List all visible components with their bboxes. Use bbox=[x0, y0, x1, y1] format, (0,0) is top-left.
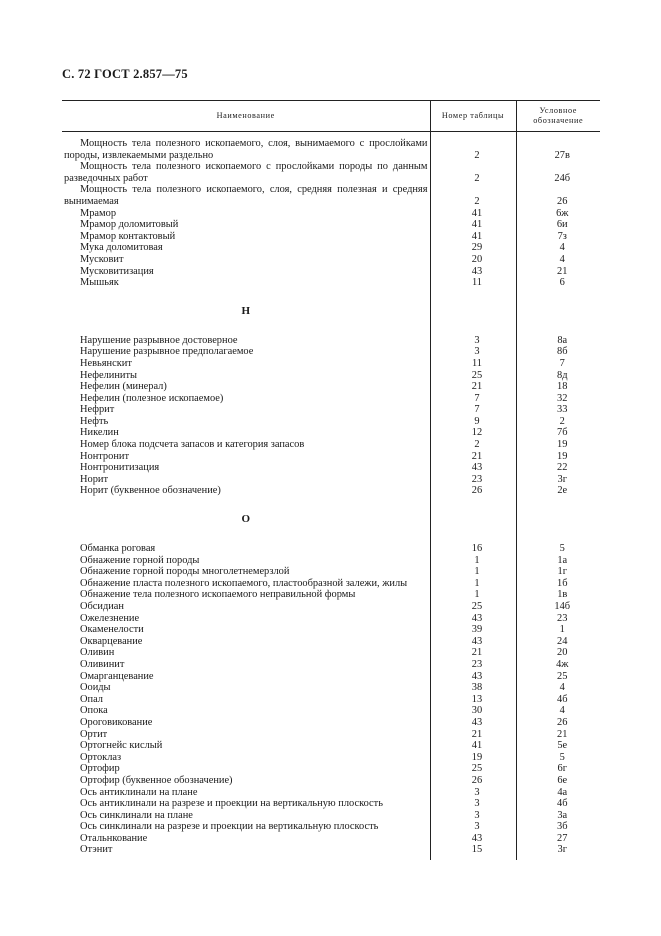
entry-table-number: 26 bbox=[430, 775, 516, 787]
entry-table-number: 2 bbox=[430, 439, 516, 451]
table-row bbox=[62, 601, 600, 613]
table-row bbox=[62, 752, 600, 764]
entry-symbol: 3б bbox=[516, 821, 600, 833]
table-row bbox=[62, 393, 600, 405]
entry-name: Никелин bbox=[80, 427, 119, 439]
entry-symbol: 21 bbox=[516, 729, 600, 741]
table-row bbox=[62, 416, 600, 428]
table-row bbox=[62, 231, 600, 243]
entry-name: Невьянскит bbox=[80, 357, 132, 369]
table-row bbox=[62, 624, 600, 636]
entry-name: Мышьяк bbox=[80, 277, 119, 289]
entry-symbol: 2 bbox=[516, 416, 600, 428]
entry-name: Ороговикование bbox=[80, 716, 153, 728]
entry-name: Обнажение пласта полезного ископаемого, пластообразной залежи, жилы bbox=[80, 577, 408, 589]
table-row bbox=[62, 370, 600, 382]
entry-table-number: 25 bbox=[430, 601, 516, 613]
entry-table-number: 1 bbox=[430, 589, 516, 601]
entry-symbol: 4 bbox=[516, 254, 600, 266]
entry-symbol: 18 bbox=[516, 381, 600, 393]
entry-table-number: 2 bbox=[430, 184, 516, 207]
entry-symbol: 1в bbox=[516, 589, 600, 601]
entry-symbol: 5 bbox=[516, 543, 600, 555]
entry-symbol: 27 bbox=[516, 833, 600, 845]
table-row bbox=[62, 184, 600, 207]
entry-table-number: 20 bbox=[430, 254, 516, 266]
index-table bbox=[62, 100, 600, 860]
entry-symbol: 27в bbox=[516, 138, 600, 161]
table-row bbox=[62, 346, 600, 358]
table-row bbox=[62, 705, 600, 717]
table-row bbox=[62, 451, 600, 463]
table-row bbox=[62, 613, 600, 625]
entry-name: Мощность тела полезного ископаемого с прослойками породы по данным разведочных работ bbox=[64, 161, 428, 184]
entry-symbol: 4а bbox=[516, 787, 600, 799]
entry-name: Отэнит bbox=[80, 844, 113, 856]
entry-table-number: 21 bbox=[430, 647, 516, 659]
entry-symbol: 6 bbox=[516, 277, 600, 289]
entry-name: Нонтронитизация bbox=[80, 462, 160, 474]
table-row bbox=[62, 798, 600, 810]
entry-symbol: 22 bbox=[516, 462, 600, 474]
entry-name: Опока bbox=[80, 705, 108, 717]
table-row bbox=[62, 138, 600, 161]
entry-table-number: 3 bbox=[430, 798, 516, 810]
entry-name: Ортогнейс кислый bbox=[80, 740, 163, 752]
entry-symbol: 7з bbox=[516, 231, 600, 243]
entry-name: Ось синклинали на плане bbox=[80, 809, 193, 821]
table-row bbox=[62, 844, 600, 856]
entry-table-number: 30 bbox=[430, 705, 516, 717]
entry-symbol: 24б bbox=[516, 161, 600, 184]
table-row bbox=[62, 740, 600, 752]
entry-table-number: 7 bbox=[430, 393, 516, 405]
table-row bbox=[62, 821, 600, 833]
entry-name: Нефрит bbox=[80, 404, 115, 416]
entry-table-number: 29 bbox=[430, 242, 516, 254]
entry-symbol: 19 bbox=[516, 439, 600, 451]
entry-table-number: 9 bbox=[430, 416, 516, 428]
entry-name: Отальнкование bbox=[80, 832, 148, 844]
entry-table-number: 19 bbox=[430, 752, 516, 764]
table-row bbox=[62, 578, 600, 590]
column-header-name: Наименование bbox=[62, 101, 430, 132]
entry-name: Нонтронит bbox=[80, 450, 129, 462]
entry-symbol: 4 bbox=[516, 242, 600, 254]
entry-symbol: 23 bbox=[516, 613, 600, 625]
page-header: С. 72 ГОСТ 2.857—75 bbox=[62, 67, 188, 81]
entry-name: Ортоклаз bbox=[80, 751, 122, 763]
index-body bbox=[62, 132, 600, 861]
entry-symbol: 6ж bbox=[516, 208, 600, 220]
entry-name: Обсидиан bbox=[80, 601, 124, 612]
entry-name: Омарганцевание bbox=[80, 670, 154, 682]
entry-symbol: 19 bbox=[516, 451, 600, 463]
entry-name: Номер блока подсчета запасов и категория запасов bbox=[80, 439, 305, 451]
entry-table-number: 43 bbox=[430, 462, 516, 474]
entry-table-number: 23 bbox=[430, 659, 516, 671]
entry-name: Ортофир (буквенное обозначение) bbox=[80, 774, 233, 786]
entry-symbol: 26 bbox=[516, 184, 600, 207]
entry-symbol: 4ж bbox=[516, 659, 600, 671]
entry-table-number: 11 bbox=[430, 358, 516, 370]
table-row bbox=[62, 381, 600, 393]
entry-table-number: 38 bbox=[430, 682, 516, 694]
entry-table-number: 43 bbox=[430, 671, 516, 683]
table-end-spacer bbox=[62, 856, 600, 860]
entry-name: Обманка роговая bbox=[80, 543, 156, 555]
entry-symbol: 32 bbox=[516, 393, 600, 405]
entry-table-number: 3 bbox=[430, 346, 516, 358]
entry-symbol: 1б bbox=[516, 578, 600, 590]
entry-table-number: 21 bbox=[430, 729, 516, 741]
table-row bbox=[62, 833, 600, 845]
entry-name: Мрамор bbox=[80, 207, 117, 219]
section-heading-row bbox=[62, 289, 600, 335]
table-row bbox=[62, 763, 600, 775]
entry-table-number: 2 bbox=[430, 138, 516, 161]
entry-symbol: 3г bbox=[516, 844, 600, 856]
entry-symbol: 26 bbox=[516, 717, 600, 729]
entry-symbol: 8б bbox=[516, 346, 600, 358]
table-row bbox=[62, 266, 600, 278]
table-row bbox=[62, 208, 600, 220]
table-row bbox=[62, 694, 600, 706]
entry-symbol: 1г bbox=[516, 566, 600, 578]
entry-symbol: 7б bbox=[516, 427, 600, 439]
entry-name: Мрамор контактовый bbox=[80, 230, 176, 242]
table-row bbox=[62, 335, 600, 347]
entry-name: Норит bbox=[80, 473, 108, 485]
table-row bbox=[62, 659, 600, 671]
entry-table-number: 43 bbox=[430, 833, 516, 845]
entry-name: Нефелин (минерал) bbox=[80, 381, 167, 393]
table-row bbox=[62, 277, 600, 289]
entry-symbol: 6е bbox=[516, 775, 600, 787]
entry-symbol: 3а bbox=[516, 810, 600, 822]
entry-symbol: 4 bbox=[516, 705, 600, 717]
entry-name: Мусковит bbox=[80, 253, 124, 265]
entry-symbol: 2е bbox=[516, 485, 600, 497]
entry-table-number: 15 bbox=[430, 844, 516, 856]
table-header-row bbox=[62, 101, 600, 132]
table-row bbox=[62, 555, 600, 567]
entry-table-number: 43 bbox=[430, 636, 516, 648]
entry-symbol: 14б bbox=[516, 601, 600, 613]
entry-name: Нарушение разрывное предполагаемое bbox=[80, 346, 254, 358]
entry-name: Обнажение горной породы bbox=[80, 554, 200, 566]
entry-name: Ось антиклинали на разрезе и проекции на вертикальную плоскость bbox=[80, 798, 383, 810]
table-row bbox=[62, 358, 600, 370]
table-row bbox=[62, 589, 600, 601]
entry-name: Обнажение горной породы многолетнемерзлой bbox=[80, 566, 290, 578]
entry-table-number: 41 bbox=[430, 219, 516, 231]
entry-symbol: 7 bbox=[516, 358, 600, 370]
entry-name: Мусковитизация bbox=[80, 265, 154, 277]
entry-name: Ортофир bbox=[80, 763, 120, 775]
entry-name: Мощность тела полезного ископаемого, слоя, средняя полезная и средняя вынимаемая bbox=[64, 184, 428, 207]
table-row bbox=[62, 671, 600, 683]
entry-name: Ожелезнение bbox=[80, 612, 140, 624]
entry-symbol: 21 bbox=[516, 266, 600, 278]
entry-name: Нефелин (полезное ископаемое) bbox=[80, 392, 224, 404]
entry-table-number: 16 bbox=[430, 543, 516, 555]
entry-symbol: 8д bbox=[516, 370, 600, 382]
table-row bbox=[62, 242, 600, 254]
entry-name: Нефть bbox=[80, 415, 109, 427]
entry-table-number: 21 bbox=[430, 451, 516, 463]
table-row bbox=[62, 427, 600, 439]
entry-symbol: 8а bbox=[516, 335, 600, 347]
table-row bbox=[62, 787, 600, 799]
entry-symbol: 4б bbox=[516, 694, 600, 706]
entry-table-number: 13 bbox=[430, 694, 516, 706]
entry-symbol: 5 bbox=[516, 752, 600, 764]
table-row bbox=[62, 404, 600, 416]
entry-table-number: 26 bbox=[430, 485, 516, 497]
entry-name: Окаменелости bbox=[80, 624, 144, 636]
entry-name: Оливинит bbox=[80, 658, 125, 670]
entry-table-number: 3 bbox=[430, 787, 516, 799]
entry-name: Обнажение тела полезного ископаемого неправильной формы bbox=[80, 589, 356, 601]
entry-table-number: 43 bbox=[430, 717, 516, 729]
table-row bbox=[62, 636, 600, 648]
table-row bbox=[62, 462, 600, 474]
entry-symbol: 4б bbox=[516, 798, 600, 810]
entry-table-number: 1 bbox=[430, 566, 516, 578]
table-row bbox=[62, 474, 600, 486]
entry-table-number: 25 bbox=[430, 370, 516, 382]
entry-name: Мрамор доломитовый bbox=[80, 219, 179, 231]
entry-name: Ось синклинали на разрезе и проекции на вертикальную плоскость bbox=[80, 821, 379, 833]
entry-symbol: 3г bbox=[516, 474, 600, 486]
entry-table-number: 1 bbox=[430, 578, 516, 590]
entry-symbol: 24 bbox=[516, 636, 600, 648]
entry-table-number: 43 bbox=[430, 613, 516, 625]
entry-table-number: 41 bbox=[430, 208, 516, 220]
entry-table-number: 7 bbox=[430, 404, 516, 416]
entry-table-number: 1 bbox=[430, 555, 516, 567]
entry-table-number: 23 bbox=[430, 474, 516, 486]
entry-symbol: 5е bbox=[516, 740, 600, 752]
table-row bbox=[62, 647, 600, 659]
entry-table-number: 25 bbox=[430, 763, 516, 775]
column-header-table-number: Номер таблицы bbox=[430, 101, 516, 132]
entry-name: Ортит bbox=[80, 728, 108, 740]
table-row bbox=[62, 775, 600, 787]
entry-table-number: 41 bbox=[430, 740, 516, 752]
entry-name: Опал bbox=[80, 693, 103, 705]
entry-name: Ось антиклинали на плане bbox=[80, 786, 198, 798]
entry-table-number: 12 bbox=[430, 427, 516, 439]
entry-symbol: 6г bbox=[516, 763, 600, 775]
table-row bbox=[62, 254, 600, 266]
table-row bbox=[62, 161, 600, 184]
section-letter: О bbox=[241, 513, 251, 526]
table-row bbox=[62, 543, 600, 555]
column-header-symbol: Условное обозначение bbox=[516, 101, 600, 132]
entry-name: Норит (буквенное обозначение) bbox=[80, 485, 221, 497]
entry-symbol: 25 bbox=[516, 671, 600, 683]
entry-table-number: 39 bbox=[430, 624, 516, 636]
entry-symbol: 1а bbox=[516, 555, 600, 567]
table-row bbox=[62, 439, 600, 451]
table-row bbox=[62, 810, 600, 822]
entry-symbol: 20 bbox=[516, 647, 600, 659]
table-row bbox=[62, 485, 600, 497]
entry-symbol: 1 bbox=[516, 624, 600, 636]
entry-table-number: 3 bbox=[430, 335, 516, 347]
entry-name: Ооиды bbox=[80, 682, 111, 694]
entry-table-number: 3 bbox=[430, 821, 516, 833]
table-row bbox=[62, 566, 600, 578]
entry-symbol: 4 bbox=[516, 682, 600, 694]
entry-symbol: 33 bbox=[516, 404, 600, 416]
table-row bbox=[62, 219, 600, 231]
entry-table-number: 2 bbox=[430, 161, 516, 184]
entry-table-number: 43 bbox=[430, 266, 516, 278]
entry-table-number: 21 bbox=[430, 381, 516, 393]
entry-name: Нефелиниты bbox=[80, 369, 137, 381]
table-row bbox=[62, 682, 600, 694]
entry-table-number: 41 bbox=[430, 231, 516, 243]
entry-symbol: 6и bbox=[516, 219, 600, 231]
entry-table-number: 11 bbox=[430, 277, 516, 289]
entry-name: Оливин bbox=[80, 647, 115, 659]
section-letter: Н bbox=[241, 304, 251, 317]
entry-table-number: 3 bbox=[430, 810, 516, 822]
table-row bbox=[62, 717, 600, 729]
table-row bbox=[62, 729, 600, 741]
entry-name: Мука доломитовая bbox=[80, 242, 163, 254]
section-heading-row bbox=[62, 497, 600, 543]
entry-name: Окварцевание bbox=[80, 635, 143, 647]
entry-name: Мощность тела полезного ископаемого, слоя, вынимаемого с прослойками породы, извлекаемыми раздельно bbox=[64, 138, 428, 161]
entry-name: Нарушение разрывное достоверное bbox=[80, 334, 238, 346]
